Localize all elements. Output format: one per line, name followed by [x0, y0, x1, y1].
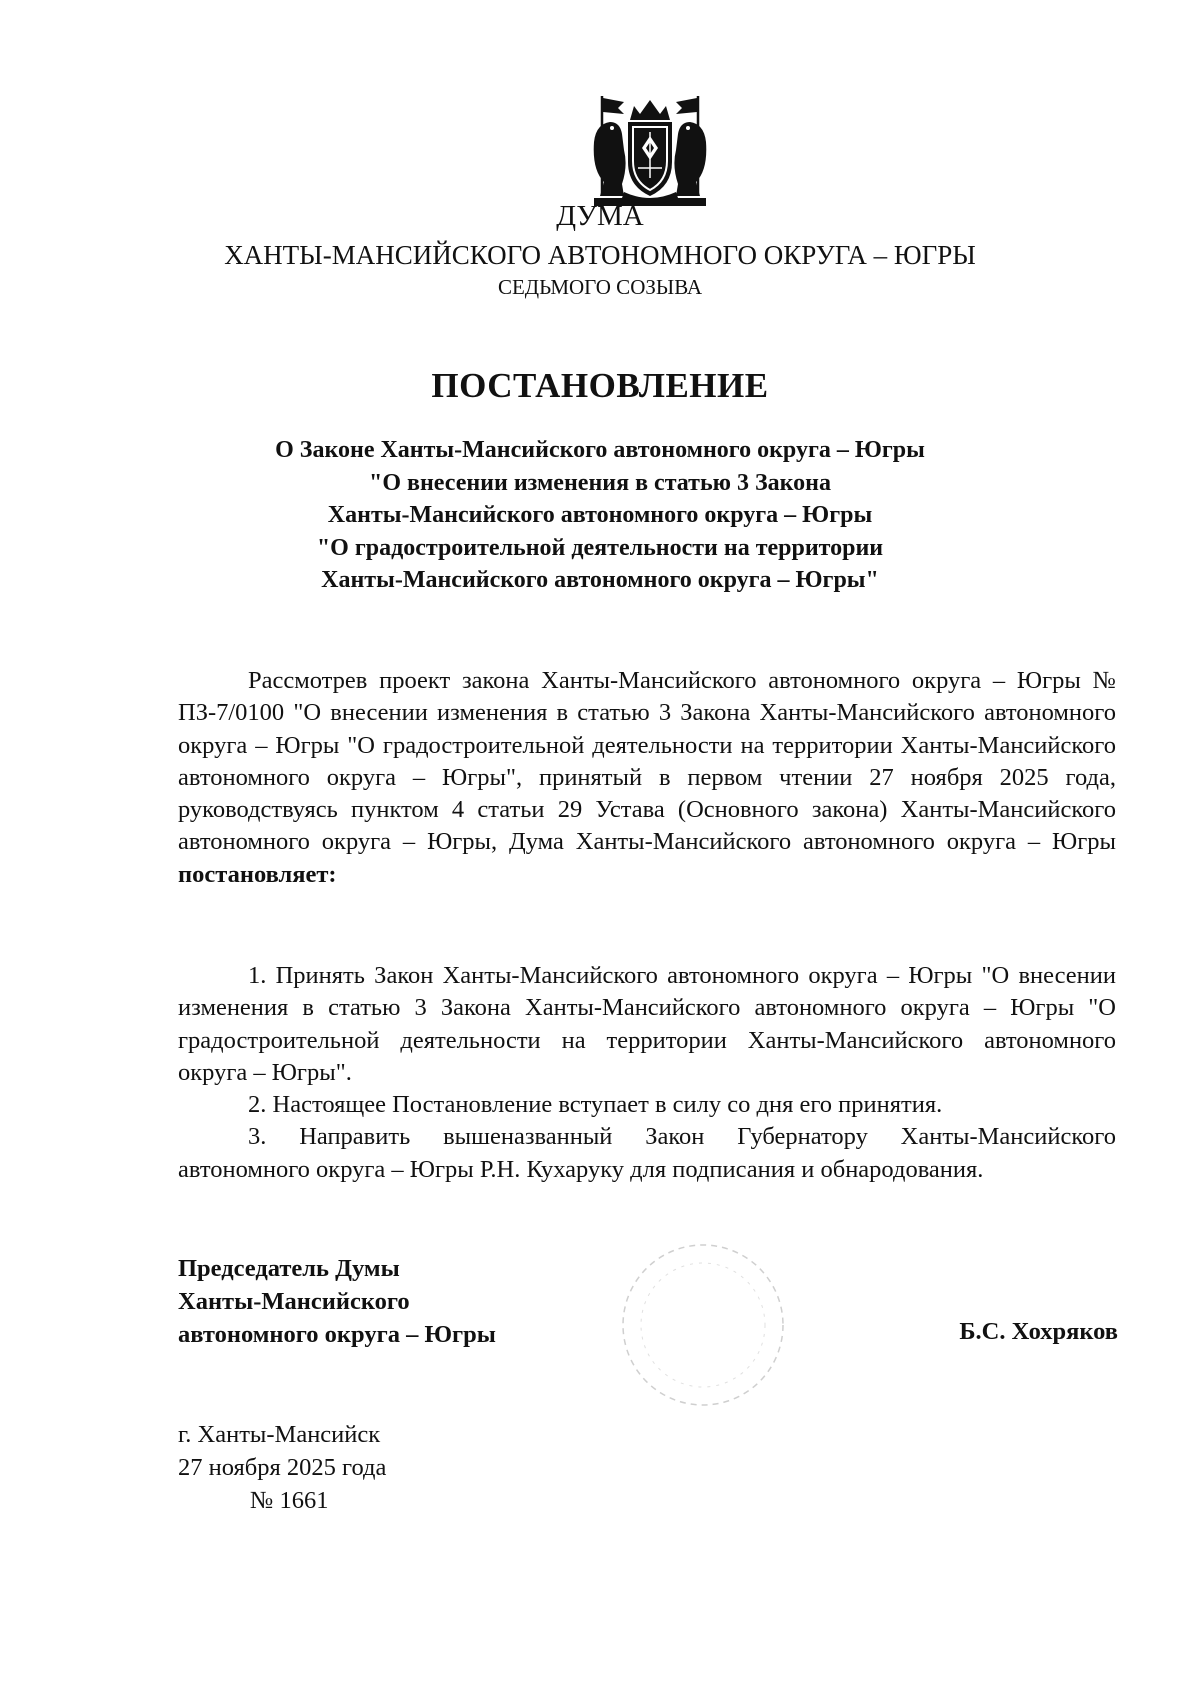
faint-seal-stamp: [618, 1240, 788, 1410]
document-footer: [178, 1418, 386, 1517]
subject-line: "О внесении изменения в статью 3 Закона: [369, 469, 831, 496]
resolves-keyword: постановляет:: [178, 860, 337, 888]
subject-line: Ханты-Мансийского автономного округа – Югры": [321, 567, 879, 593]
signatory-position-line: Ханты-Мансийского: [178, 1288, 410, 1315]
subject-line: Ханты-Мансийского автономного округа – Югры: [327, 502, 873, 528]
signatory-name: Б.С. Хохряков: [959, 1318, 1118, 1345]
document-type-title: ПОСТАНОВЛЕНИЕ: [431, 366, 769, 405]
preamble-paragraph: [178, 665, 1116, 891]
resolution-items: [178, 960, 1116, 1186]
coat-of-arms-emblem: [588, 92, 712, 210]
convocation: СЕДЬМОГО СОЗЫВА: [497, 275, 703, 299]
resolution-item: 1. Принять Закон Ханты-Мансийского автономного округа – Югры "О внесении изменения в статью 3 Закона Ханты-Мансийского автономного округа – Югры "О градостроительной деятельности на территории Ханты-Мансийского автономного округа – Югры".: [178, 962, 1116, 1086]
resolution-item: 2. Настоящее Постановление вступает в силу со дня его принятия.: [248, 1091, 943, 1119]
signatory-position-line: автономного округа – Югры: [178, 1321, 496, 1348]
preamble-text: Рассмотрев проект закона Ханты-Мансийского автономного округа – Югры № ПЗ-7/0100 "О внесении изменения в статью 3 Закона Ханты-Мансийского автономного округа – Югры "О градостроительной деятельности на территории Ханты-Мансийского автономного округа – Югры", принятый в первом чтении 27 ноября 2025 года, руководствуясь пунктом 4 статьи 29 Устава (Основного закона) Ханты-Мансийского автономного округа – Югры, Дума Ханты-Мансийского автономного округа – Югры: [178, 667, 1116, 856]
signatory-position: [178, 1252, 496, 1351]
preamble: [178, 665, 1116, 891]
subject-line: "О градостроительной деятельности на территории: [316, 534, 884, 561]
resolution-item: 3. Направить вышеназванный Закон Губернатору Ханты-Мансийского автономного округа – Югры Р.Н. Кухаруку для подписания и обнародования.: [178, 1123, 1116, 1183]
organization-name: ДУМА: [556, 200, 644, 232]
document-subject: [0, 434, 1200, 597]
region-name: ХАНТЫ-МАНСИЙСКОГО АВТОНОМНОГО ОКРУГА – ЮГРЫ: [224, 240, 976, 270]
place: г. Ханты-Мансийск: [178, 1421, 381, 1448]
signatory-position-line: Председатель Думы: [178, 1255, 400, 1282]
document-number: № 1661: [250, 1487, 329, 1514]
date: 27 ноября 2025 года: [178, 1454, 387, 1481]
subject-line: О Законе Ханты-Мансийского автономного округа – Югры: [275, 437, 925, 463]
